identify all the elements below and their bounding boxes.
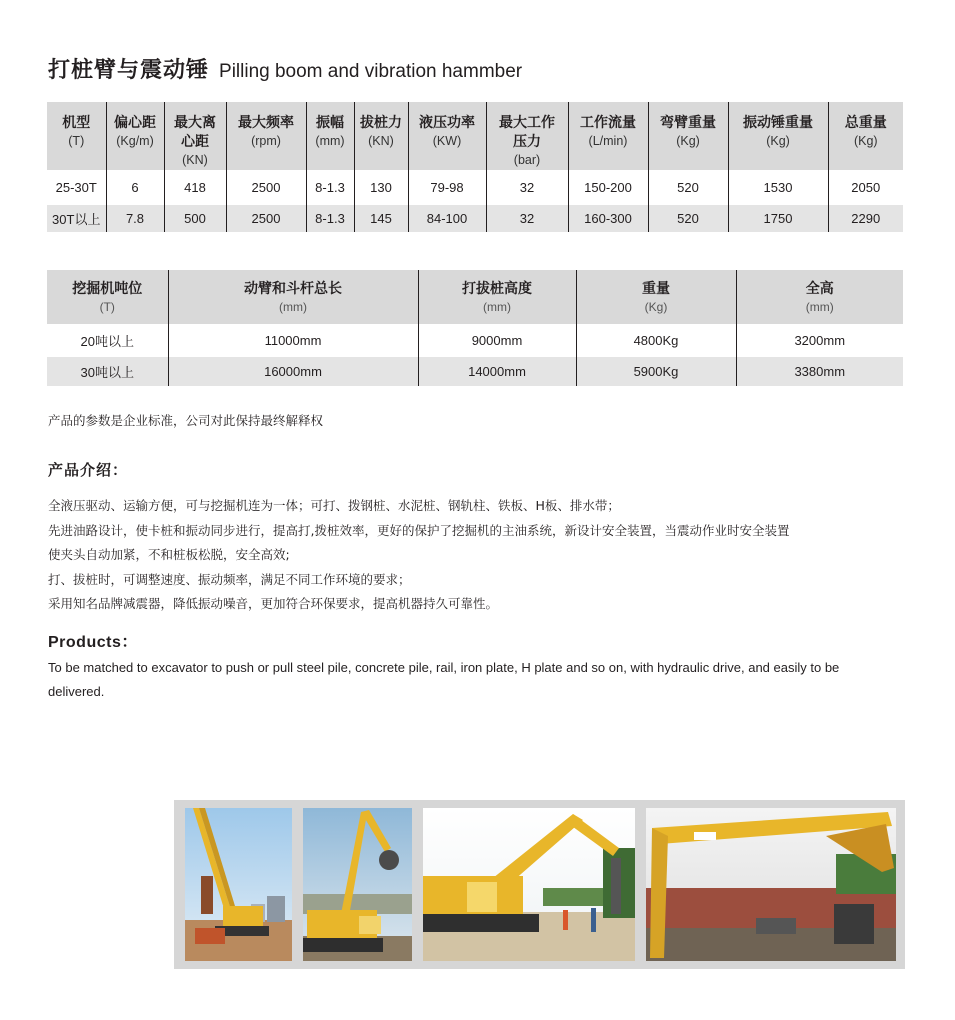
col-header: 挖掘机吨位 (T) — [47, 270, 168, 324]
col-header: 最大工作压力 (bar) — [486, 102, 568, 170]
table-row — [47, 357, 903, 386]
products-description: To be matched to excavator to push or pull steel pile, concrete pile, rail, iron plate, H plate and so on, with hydraulic drive, and easily to be delivered. — [48, 660, 840, 699]
table-cell: 520 — [648, 170, 728, 205]
col-header: 液压功率 (KW) — [408, 102, 486, 170]
table-cell: 2050 — [828, 170, 903, 205]
table-cell: 130 — [354, 170, 408, 205]
excavator-photo — [646, 808, 896, 961]
products-heading: Products： — [48, 634, 138, 651]
table-cell: 9000mm — [418, 324, 576, 357]
page-title-en: Pilling boom and vibration hammber — [219, 61, 523, 82]
col-header: 打拔桩高度 (mm) — [418, 270, 576, 324]
table-cell: 1530 — [728, 170, 828, 205]
intro-text — [48, 494, 928, 617]
table-cell: 1750 — [728, 205, 828, 232]
table-cell: 520 — [648, 205, 728, 232]
specs-header-row — [47, 102, 903, 170]
table-cell: 145 — [354, 205, 408, 232]
col-header: 机型 (T) — [47, 102, 106, 170]
col-header: 最大离心距 (KN) — [164, 102, 226, 170]
table-cell: 30吨以上 — [47, 357, 168, 386]
col-header: 弯臂重量 (Kg) — [648, 102, 728, 170]
table-cell: 160-300 — [568, 205, 648, 232]
page-title-cn: 打桩臂与震动锤 — [48, 58, 210, 83]
table-cell: 5900Kg — [576, 357, 736, 386]
col-header: 总重量 (Kg) — [828, 102, 903, 170]
table-cell: 32 — [486, 170, 568, 205]
table-cell: 2500 — [226, 205, 306, 232]
col-header: 最大频率 (rpm) — [226, 102, 306, 170]
disclaimer-note: 产品的参数是企业标准，公司对此保持最终解释权 — [48, 413, 324, 428]
table-cell: 2290 — [828, 205, 903, 232]
col-header: 重量 (Kg) — [576, 270, 736, 324]
col-header: 拔桩力 (KN) — [354, 102, 408, 170]
table-cell: 2500 — [226, 170, 306, 205]
table-cell: 25-30T — [47, 170, 106, 205]
excavator-photo — [185, 808, 292, 961]
table-cell: 8-1.3 — [306, 170, 354, 205]
table-cell: 14000mm — [418, 357, 576, 386]
table-cell: 7.8 — [106, 205, 164, 232]
table-row — [47, 324, 903, 357]
page-header — [48, 53, 522, 84]
table-cell: 16000mm — [168, 357, 418, 386]
table-cell: 30T以上 — [47, 205, 106, 232]
intro-line: 使夹头自动加紧，不和桩板松脱，安全高效; — [48, 547, 290, 562]
col-header: 工作流量 (L/min) — [568, 102, 648, 170]
intro-line: 采用知名品牌减震器，降低振动噪音，更加符合环保要求，提高机器持久可靠性。 — [48, 596, 499, 611]
table-cell: 150-200 — [568, 170, 648, 205]
table-row — [47, 170, 903, 205]
intro-line: 先进油路设计，使卡桩和振动同步进行，提高打,拨桩效率，更好的保护了挖掘机的主油系统，新设计安全装置，当震动作业时安全装置 — [48, 522, 790, 538]
intro-line: 打、拔桩时，可调整速度、振动频率，满足不同工作环境的要求； — [48, 571, 411, 587]
table-cell: 20吨以上 — [47, 324, 168, 357]
excavator-photo — [423, 808, 635, 961]
table-cell: 32 — [486, 205, 568, 232]
table-cell: 79-98 — [408, 170, 486, 205]
col-header: 振动锤重量 (Kg) — [728, 102, 828, 170]
boom-specs-table — [47, 270, 903, 386]
table-cell: 8-1.3 — [306, 205, 354, 232]
table-cell: 11000mm — [168, 324, 418, 357]
table-cell: 500 — [164, 205, 226, 232]
table-row — [47, 205, 903, 232]
table-cell: 6 — [106, 170, 164, 205]
table-cell: 4800Kg — [576, 324, 736, 357]
boom-header-row — [47, 270, 903, 324]
col-header: 偏心距 (Kg/m) — [106, 102, 164, 170]
intro-line: 全液压驱动、运输方便，可与挖掘机连为一体；可打、拨钢桩、水泥桩、钢轨柱、铁板、H板、排水带； — [48, 498, 620, 513]
photo-strip — [174, 800, 905, 969]
specs-table — [47, 102, 903, 232]
col-header: 动臂和斗杆总长 (mm) — [168, 270, 418, 324]
col-header: 振幅 (mm) — [306, 102, 354, 170]
col-header: 全高 (mm) — [736, 270, 903, 324]
excavator-photo — [303, 808, 412, 961]
intro-heading: 产品介绍： — [48, 461, 129, 479]
table-cell: 3380mm — [736, 357, 903, 386]
table-cell: 3200mm — [736, 324, 903, 357]
table-cell: 418 — [164, 170, 226, 205]
table-cell: 84-100 — [408, 205, 486, 232]
